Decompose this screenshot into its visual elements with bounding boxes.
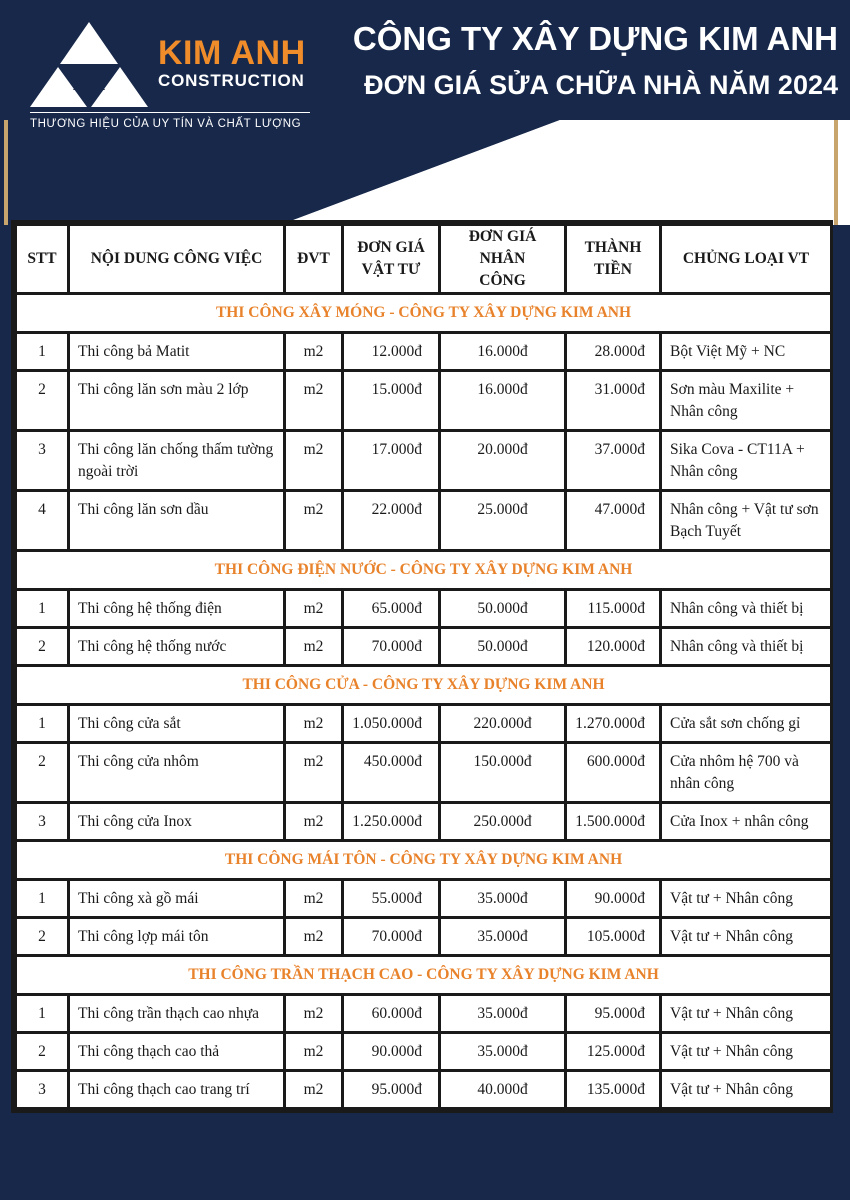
- table-cell: Bột Việt Mỹ + NC: [661, 333, 832, 371]
- table-cell: 150.000đ: [440, 743, 566, 803]
- table-row: [16, 590, 832, 628]
- table-cell: 20.000đ: [440, 431, 566, 491]
- section-title: THI CÔNG XÂY MÓNG - CÔNG TY XÂY DỰNG KIM ANH: [16, 294, 832, 333]
- table-cell: Cửa nhôm hệ 700 và nhân công: [661, 743, 832, 803]
- table-cell: m2: [285, 1033, 343, 1071]
- table-cell: 1: [16, 705, 69, 743]
- table-row: [16, 803, 832, 841]
- section-title: THI CÔNG ĐIỆN NƯỚC - CÔNG TY XÂY DỰNG KIM ANH: [16, 551, 832, 590]
- table-cell: Thi công cửa nhôm: [69, 743, 285, 803]
- table-row: [16, 1033, 832, 1071]
- company-logo: [30, 22, 315, 137]
- table-cell: 55.000đ: [343, 880, 440, 918]
- table-cell: 15.000đ: [343, 371, 440, 431]
- brand-name: KIM ANH: [158, 34, 306, 72]
- table-cell: Nhân công + Vật tư sơn Bạch Tuyết: [661, 491, 832, 551]
- page-subtitle: ĐƠN GIÁ SỬA CHỮA NHÀ NĂM 2024: [364, 70, 838, 100]
- table-cell: 28.000đ: [566, 333, 661, 371]
- section-header-row: [16, 841, 832, 880]
- table-cell: 3: [16, 1071, 69, 1109]
- table-cell: 1: [16, 880, 69, 918]
- table-cell: 90.000đ: [566, 880, 661, 918]
- table-row: [16, 431, 832, 491]
- table-cell: 70.000đ: [343, 918, 440, 956]
- table-cell: 37.000đ: [566, 431, 661, 491]
- table-cell: Vật tư + Nhân công: [661, 1033, 832, 1071]
- table-cell: m2: [285, 628, 343, 666]
- table-cell: Sika Cova - CT11A + Nhân công: [661, 431, 832, 491]
- table-cell: 135.000đ: [566, 1071, 661, 1109]
- table-row: [16, 705, 832, 743]
- table-cell: Thi công trần thạch cao nhựa: [69, 995, 285, 1033]
- table-row: [16, 1071, 832, 1109]
- table-cell: 35.000đ: [440, 918, 566, 956]
- table-cell: Vật tư + Nhân công: [661, 880, 832, 918]
- column-header: CHỦNG LOẠI VT: [661, 225, 832, 294]
- table-cell: Thi công bả Matit: [69, 333, 285, 371]
- column-header: ĐƠN GIÁ VẬT TƯ: [343, 225, 440, 294]
- table-cell: Thi công lăn sơn dầu: [69, 491, 285, 551]
- table-cell: 3: [16, 803, 69, 841]
- table-cell: 1.050.000đ: [343, 705, 440, 743]
- column-header: THÀNH TIỀN: [566, 225, 661, 294]
- table-cell: 25.000đ: [440, 491, 566, 551]
- section-title: THI CÔNG MÁI TÔN - CÔNG TY XÂY DỰNG KIM ANH: [16, 841, 832, 880]
- table-cell: m2: [285, 333, 343, 371]
- table-row: [16, 371, 832, 431]
- table-cell: 17.000đ: [343, 431, 440, 491]
- table-row: [16, 491, 832, 551]
- table-cell: 600.000đ: [566, 743, 661, 803]
- table-header-row: [16, 225, 832, 294]
- table-cell: 50.000đ: [440, 628, 566, 666]
- table-cell: 1: [16, 333, 69, 371]
- table-cell: m2: [285, 918, 343, 956]
- table-cell: Thi công lăn sơn màu 2 lớp: [69, 371, 285, 431]
- table-cell: 65.000đ: [343, 590, 440, 628]
- table-cell: 95.000đ: [343, 1071, 440, 1109]
- table-cell: 47.000đ: [566, 491, 661, 551]
- table-cell: m2: [285, 590, 343, 628]
- table-cell: 16.000đ: [440, 333, 566, 371]
- table-cell: Thi công hệ thống nước: [69, 628, 285, 666]
- table-row: [16, 743, 832, 803]
- table-cell: 1: [16, 995, 69, 1033]
- table-cell: 60.000đ: [343, 995, 440, 1033]
- triangle-logo-icon: [30, 22, 148, 107]
- table-cell: 31.000đ: [566, 371, 661, 431]
- table-cell: 120.000đ: [566, 628, 661, 666]
- table-cell: m2: [285, 1071, 343, 1109]
- table-cell: Thi công thạch cao trang trí: [69, 1071, 285, 1109]
- table-cell: Thi công lợp mái tôn: [69, 918, 285, 956]
- table-cell: Thi công xà gồ mái: [69, 880, 285, 918]
- table-cell: Nhân công và thiết bị: [661, 590, 832, 628]
- table-row: [16, 628, 832, 666]
- page-title: CÔNG TY XÂY DỰNG KIM ANH: [352, 20, 838, 57]
- table-cell: 90.000đ: [343, 1033, 440, 1071]
- table-cell: Vật tư + Nhân công: [661, 918, 832, 956]
- table-cell: m2: [285, 431, 343, 491]
- table-cell: Sơn màu Maxilite + Nhân công: [661, 371, 832, 431]
- section-header-row: [16, 956, 832, 995]
- section-title: THI CÔNG TRẦN THẠCH CAO - CÔNG TY XÂY DỰNG KIM ANH: [16, 956, 832, 995]
- section-header-row: [16, 294, 832, 333]
- table-cell: 2: [16, 371, 69, 431]
- table-cell: 2: [16, 628, 69, 666]
- table-cell: Cửa sắt sơn chống gỉ: [661, 705, 832, 743]
- table-cell: 450.000đ: [343, 743, 440, 803]
- table-cell: 22.000đ: [343, 491, 440, 551]
- table-row: [16, 333, 832, 371]
- tagline: THƯƠNG HIỆU CỦA UY TÍN VÀ CHẤT LƯỢNG: [30, 118, 302, 130]
- table-cell: m2: [285, 743, 343, 803]
- table-cell: 220.000đ: [440, 705, 566, 743]
- table-row: [16, 918, 832, 956]
- brand-subtitle: CONSTRUCTION: [158, 71, 305, 90]
- table-cell: Nhân công và thiết bị: [661, 628, 832, 666]
- table-cell: Thi công cửa Inox: [69, 803, 285, 841]
- table-cell: 50.000đ: [440, 590, 566, 628]
- table-cell: 35.000đ: [440, 1033, 566, 1071]
- table-cell: m2: [285, 995, 343, 1033]
- table-cell: Thi công hệ thống điện: [69, 590, 285, 628]
- column-header: ĐƠN GIÁ NHÂN CÔNG: [440, 225, 566, 294]
- table-cell: m2: [285, 705, 343, 743]
- table-cell: Vật tư + Nhân công: [661, 995, 832, 1033]
- table-cell: 12.000đ: [343, 333, 440, 371]
- table-cell: 4: [16, 491, 69, 551]
- table-cell: 16.000đ: [440, 371, 566, 431]
- table-cell: 40.000đ: [440, 1071, 566, 1109]
- section-title: THI CÔNG CỬA - CÔNG TY XÂY DỰNG KIM ANH: [16, 666, 832, 705]
- section-header-row: [16, 551, 832, 590]
- logo-divider: [30, 112, 310, 113]
- section-header-row: [16, 666, 832, 705]
- table-cell: 2: [16, 743, 69, 803]
- price-table: [14, 223, 833, 1110]
- table-cell: m2: [285, 803, 343, 841]
- table-cell: 1: [16, 590, 69, 628]
- table-cell: 2: [16, 918, 69, 956]
- table-cell: 105.000đ: [566, 918, 661, 956]
- price-table-container: [11, 220, 833, 1113]
- column-header: ĐVT: [285, 225, 343, 294]
- table-cell: 1.270.000đ: [566, 705, 661, 743]
- table-row: [16, 995, 832, 1033]
- table-cell: 70.000đ: [343, 628, 440, 666]
- table-cell: Thi công thạch cao thả: [69, 1033, 285, 1071]
- table-cell: 250.000đ: [440, 803, 566, 841]
- table-cell: 35.000đ: [440, 880, 566, 918]
- table-cell: Cửa Inox + nhân công: [661, 803, 832, 841]
- table-cell: m2: [285, 880, 343, 918]
- column-header: NỘI DUNG CÔNG VIỆC: [69, 225, 285, 294]
- table-cell: 3: [16, 431, 69, 491]
- table-cell: Vật tư + Nhân công: [661, 1071, 832, 1109]
- table-cell: 95.000đ: [566, 995, 661, 1033]
- table-cell: 1.500.000đ: [566, 803, 661, 841]
- table-cell: 115.000đ: [566, 590, 661, 628]
- table-cell: m2: [285, 371, 343, 431]
- table-cell: 35.000đ: [440, 995, 566, 1033]
- table-cell: 2: [16, 1033, 69, 1071]
- table-row: [16, 880, 832, 918]
- table-cell: Thi công cửa sắt: [69, 705, 285, 743]
- table-cell: m2: [285, 491, 343, 551]
- column-header: STT: [16, 225, 69, 294]
- table-cell: Thi công lăn chống thấm tường ngoài trời: [69, 431, 285, 491]
- table-body: [16, 294, 832, 1109]
- table-cell: 1.250.000đ: [343, 803, 440, 841]
- header: [0, 0, 850, 225]
- table-cell: 125.000đ: [566, 1033, 661, 1071]
